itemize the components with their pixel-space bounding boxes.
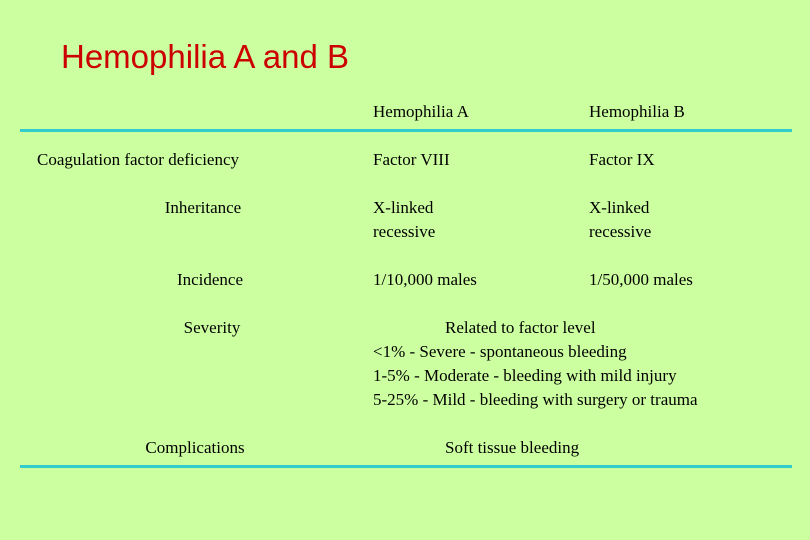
footer-divider xyxy=(20,465,792,468)
row-label-coagulation-factor: Coagulation factor deficiency xyxy=(36,150,240,169)
slide-title: Hemophilia A and B xyxy=(61,38,350,75)
severity-line-4: 5-25% - Mild - bleeding with surgery or trauma xyxy=(373,390,698,409)
cell-factor-a: Factor VIII xyxy=(373,150,450,169)
cell-inheritance-a-line1: X-linked xyxy=(373,198,434,217)
column-header-hemophilia-a: Hemophilia A xyxy=(373,102,469,121)
severity-line-2: <1% - Severe - spontaneous bleeding xyxy=(373,342,627,361)
cell-factor-b: Factor IX xyxy=(589,150,655,169)
row-label-incidence: Incidence xyxy=(176,270,244,289)
column-header-hemophilia-b: Hemophilia B xyxy=(589,102,685,121)
cell-inheritance-b-line1: X-linked xyxy=(589,198,650,217)
cell-inheritance-b-line2: recessive xyxy=(589,222,652,241)
row-label-inheritance: Inheritance xyxy=(164,198,242,217)
cell-incidence-b: 1/50,000 males xyxy=(589,270,693,289)
severity-line-1: Related to factor level xyxy=(445,318,596,337)
cell-complications: Soft tissue bleeding xyxy=(445,438,580,457)
cell-inheritance-a-line2: recessive xyxy=(373,222,436,241)
cell-incidence-a: 1/10,000 males xyxy=(373,270,477,289)
severity-line-3: 1-5% - Moderate - bleeding with mild injury xyxy=(373,366,677,385)
row-label-complications: Complications xyxy=(145,438,245,457)
header-divider xyxy=(20,129,792,132)
row-label-severity: Severity xyxy=(183,318,241,337)
